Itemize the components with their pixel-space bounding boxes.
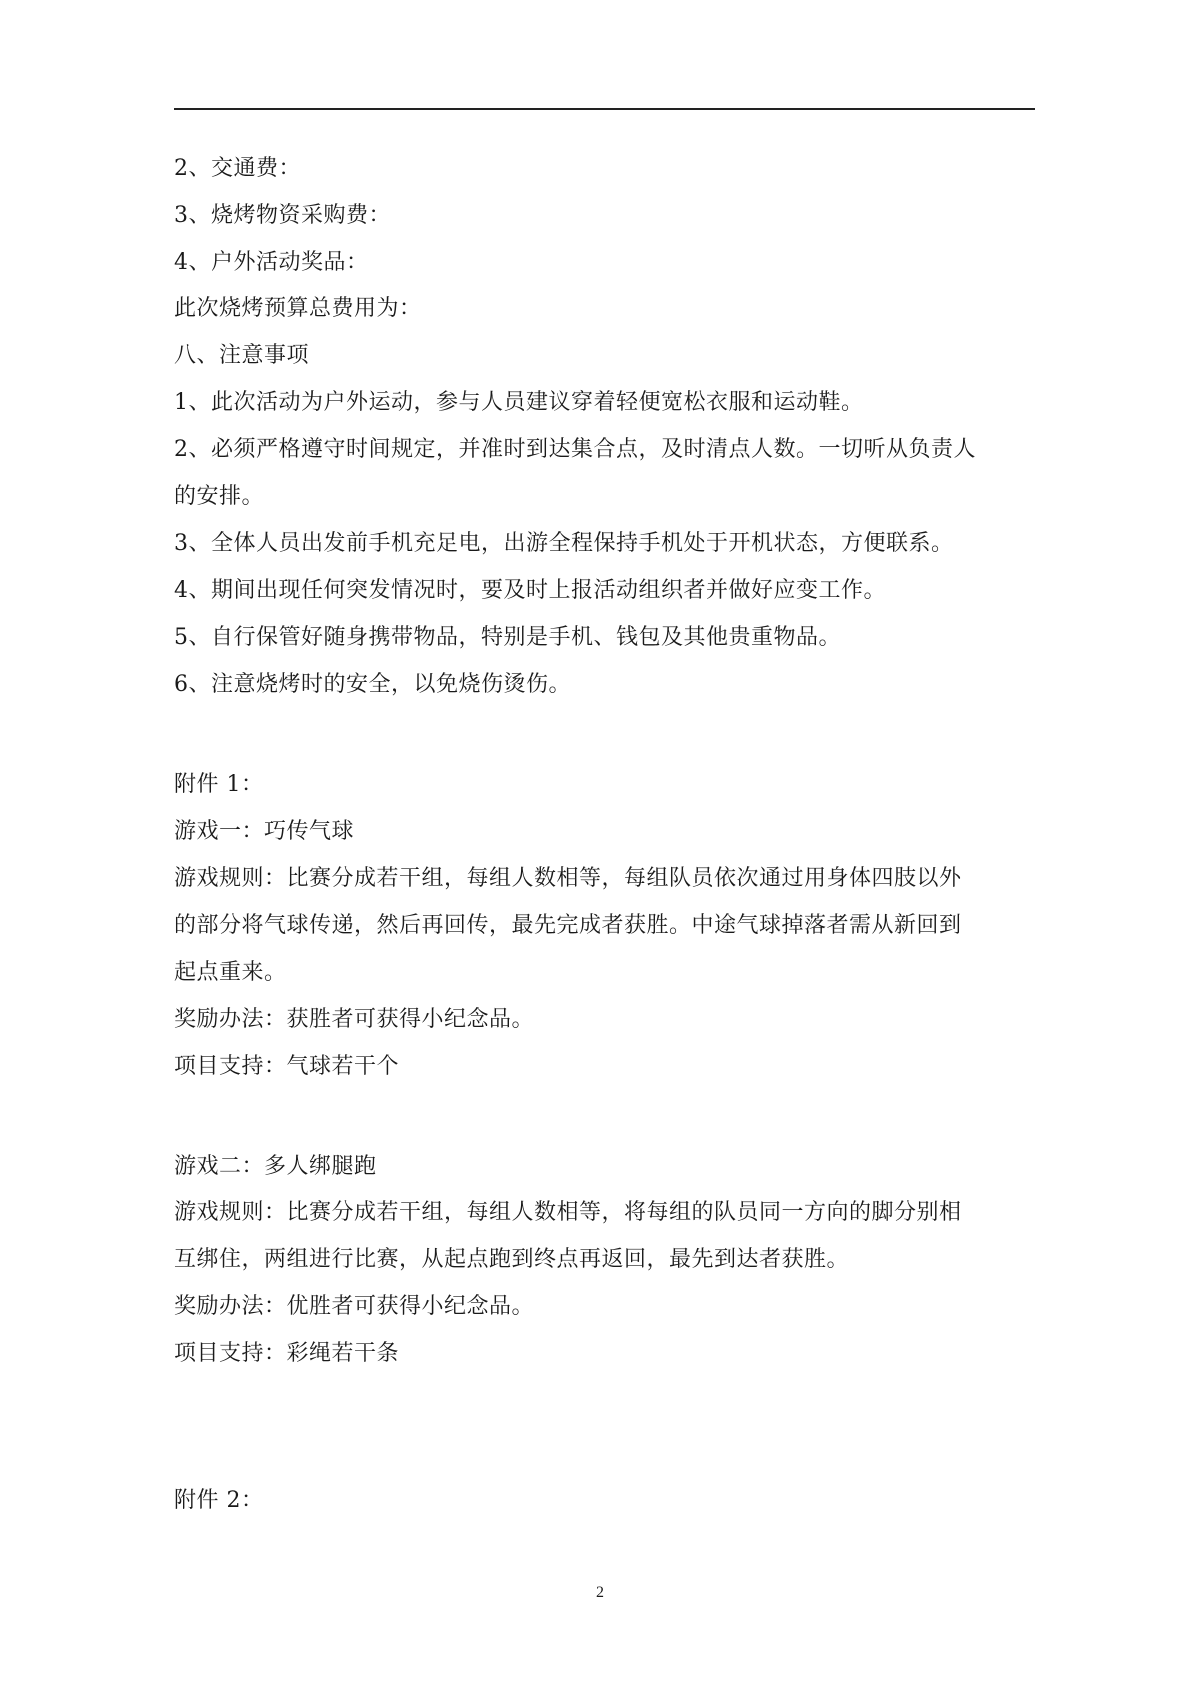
game-1-support: 项目支持：气球若干个: [174, 1054, 400, 1079]
game-2-rules-line-1: 游戏规则：比赛分成若干组，每组人数相等，将每组的队员同一方向的脚分别相: [174, 1200, 962, 1225]
note-1: 1、此次活动为户外运动，参与人员建议穿着轻便宽松衣服和运动鞋。: [174, 390, 864, 415]
budget-total: 此次烧烤预算总费用为：: [174, 296, 422, 321]
game-2-title: 游戏二：多人绑腿跑: [174, 1154, 377, 1179]
budget-item-supplies: 3、烧烤物资采购费：: [174, 203, 391, 228]
game-2-support: 项目支持：彩绳若干条: [174, 1341, 400, 1366]
note-3: 3、全体人员出发前手机充足电，出游全程保持手机处于开机状态，方便联系。: [174, 531, 954, 556]
game-1-rules-line-1: 游戏规则：比赛分成若干组，每组人数相等，每组队员依次通过用身体四肢以外: [174, 866, 962, 891]
attachment-1-heading: 附件 1：: [174, 772, 264, 797]
note-5: 5、自行保管好随身携带物品，特别是手机、钱包及其他贵重物品。: [174, 625, 841, 650]
attachment-2-heading: 附件 2：: [174, 1488, 264, 1513]
game-1-rules-line-3: 起点重来。: [174, 960, 287, 985]
budget-item-prizes: 4、户外活动奖品：: [174, 250, 369, 275]
section-heading-notes: 八、注意事项: [174, 343, 310, 368]
game-2-rules-line-2: 互绑住，两组进行比赛，从起点跑到终点再返回，最先到达者获胜。: [174, 1247, 850, 1272]
budget-item-transport: 2、交通费：: [174, 156, 301, 181]
game-2-reward: 奖励办法：优胜者可获得小纪念品。: [174, 1294, 535, 1319]
page-number: 2: [596, 1584, 604, 1601]
game-1-rules-line-2: 的部分将气球传递，然后再回传，最先完成者获胜。中途气球掉落者需从新回到: [174, 913, 962, 938]
game-1-reward: 奖励办法：获胜者可获得小纪念品。: [174, 1007, 535, 1032]
note-2-line-1: 2、必须严格遵守时间规定，并准时到达集合点，及时清点人数。一切听从负责人: [174, 437, 976, 462]
game-1-title: 游戏一：巧传气球: [174, 819, 355, 844]
note-6: 6、注意烧烤时的安全，以免烧伤烫伤。: [174, 672, 571, 697]
header-rule: [174, 108, 1035, 110]
note-4: 4、期间出现任何突发情况时，要及时上报活动组织者并做好应变工作。: [174, 578, 886, 603]
note-2-line-2: 的安排。: [174, 484, 265, 509]
